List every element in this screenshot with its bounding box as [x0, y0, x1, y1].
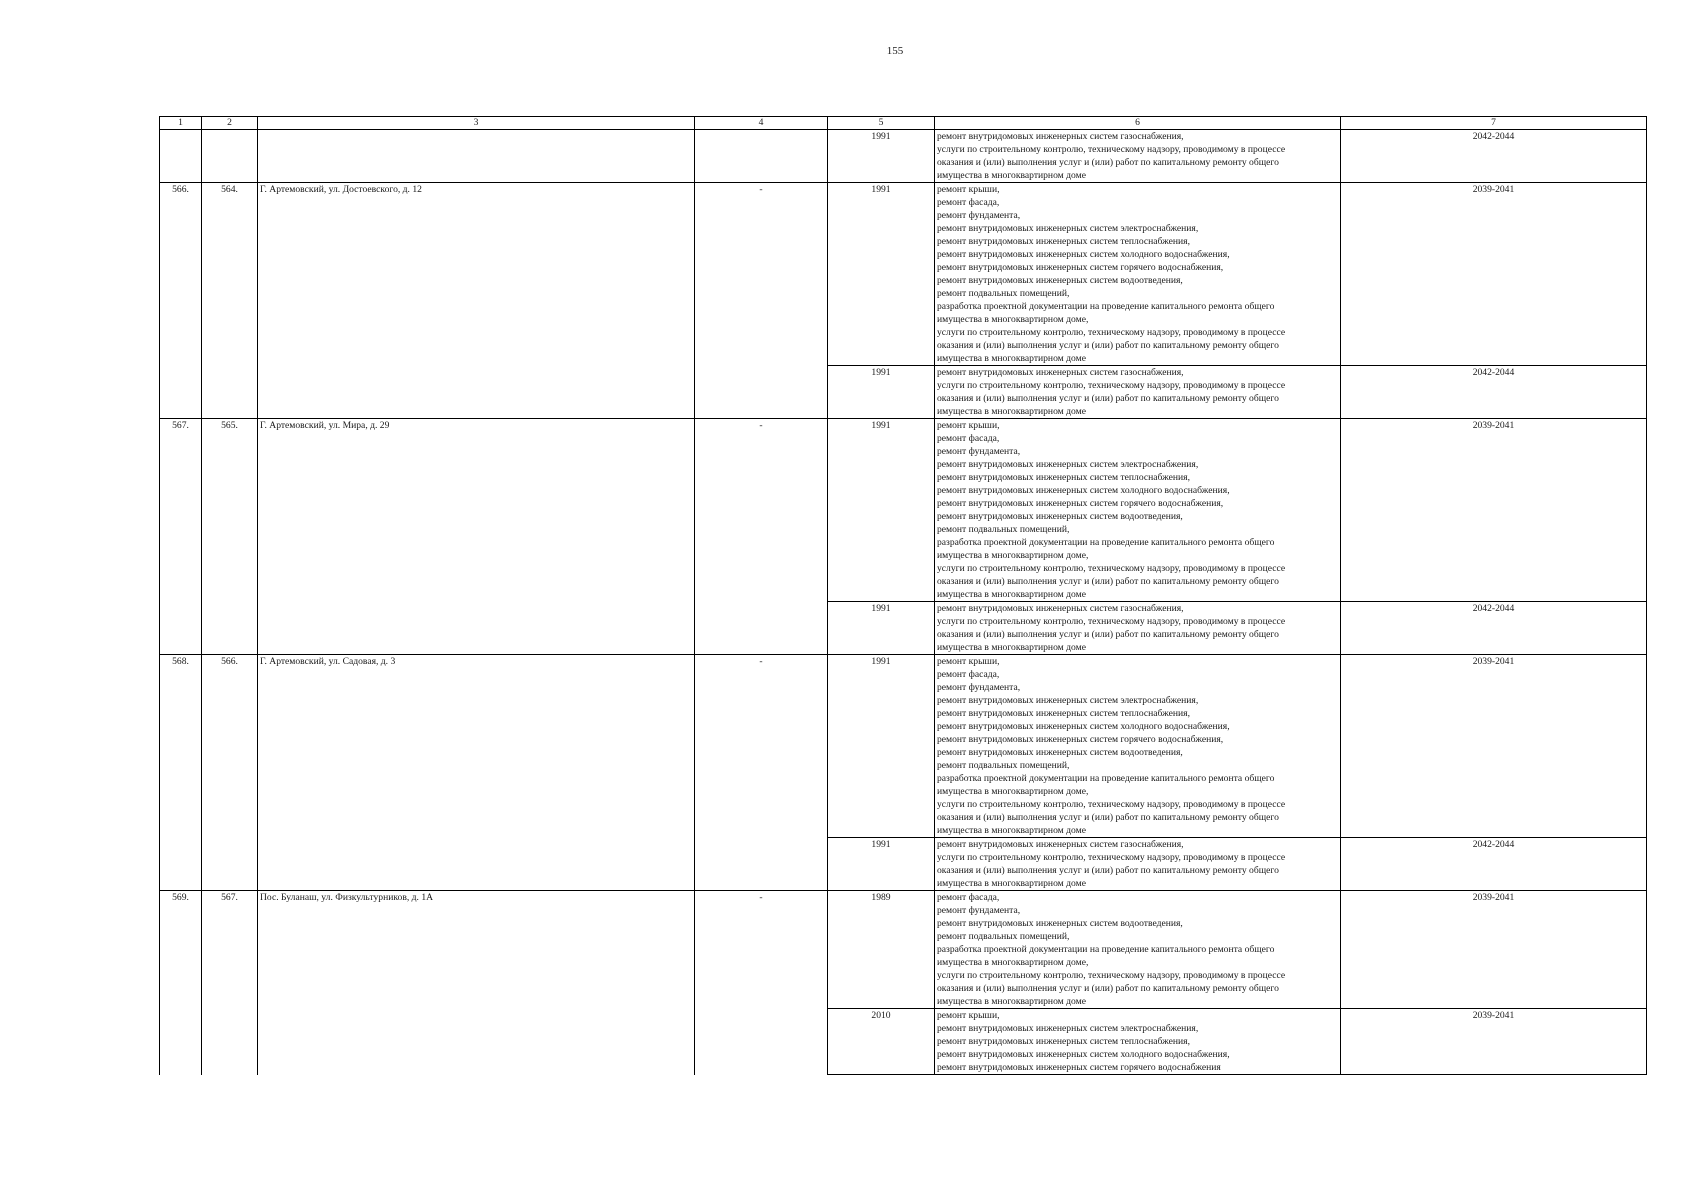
work-item: разработка проектной документации на проведение капитального ремонта общего [937, 537, 1275, 548]
work-item: ремонт внутридомовых инженерных систем теплоснабжения, [937, 236, 1190, 247]
row-number [160, 130, 202, 183]
planned-period: 2039-2041 [1341, 655, 1647, 838]
work-item: ремонт фасада, [937, 433, 1000, 444]
work-item: имущества в многоквартирном доме, [937, 957, 1089, 968]
capital-repair-table [159, 116, 1647, 1075]
house-address: Пос. Буланаш, ул. Физкультурников, д. 1А [258, 891, 695, 1075]
work-item: ремонт внутридомовых инженерных систем водоотведения, [937, 747, 1183, 758]
work-item: оказания и (или) выполнения услуг и (или) работ по капитальному ремонту общего [937, 865, 1279, 876]
work-item: разработка проектной документации на проведение капитального ремонта общего [937, 301, 1275, 312]
work-item: ремонт внутридомовых инженерных систем электроснабжения, [937, 1023, 1199, 1034]
work-list [935, 130, 1341, 183]
work-item: ремонт подвальных помещений, [937, 931, 1070, 942]
construction-year: 1991 [828, 366, 935, 419]
work-item: ремонт фасада, [937, 197, 1000, 208]
construction-year: 1991 [828, 419, 935, 602]
work-item: имущества в многоквартирном доме, [937, 550, 1089, 561]
work-item: ремонт внутридомовых инженерных систем электроснабжения, [937, 695, 1199, 706]
construction-year: 1991 [828, 130, 935, 183]
work-item: ремонт подвальных помещений, [937, 288, 1070, 299]
work-item: ремонт фундамента, [937, 210, 1021, 221]
column-4-value: - [695, 183, 828, 419]
work-item: ремонт фундамента, [937, 446, 1021, 457]
work-item: ремонт крыши, [937, 420, 1000, 431]
house-row [160, 419, 1647, 602]
column-4-value [695, 130, 828, 183]
work-item: ремонт крыши, [937, 184, 1000, 195]
work-item: имущества в многоквартирном доме [937, 170, 1086, 181]
work-list [935, 838, 1341, 891]
column-4-value: - [695, 655, 828, 891]
work-item: оказания и (или) выполнения услуг и (или) работ по капитальному ремонту общего [937, 812, 1279, 823]
work-item: имущества в многоквартирном доме [937, 642, 1086, 653]
work-item: ремонт внутридомовых инженерных систем водоотведения, [937, 511, 1183, 522]
work-item: ремонт фундамента, [937, 682, 1021, 693]
work-list [935, 655, 1341, 838]
work-item: услуги по строительному контролю, техническому надзору, проводимому в процессе [937, 144, 1286, 155]
column-number: 1 [160, 117, 202, 130]
work-item: ремонт внутридомовых инженерных систем водоотведения, [937, 275, 1183, 286]
planned-period: 2042-2044 [1341, 130, 1647, 183]
registry-number: 567. [202, 891, 258, 1075]
column-number: 7 [1341, 117, 1647, 130]
work-list [935, 602, 1341, 655]
work-item: услуги по строительному контролю, техническому надзору, проводимому в процессе [937, 799, 1286, 810]
row-number: 568. [160, 655, 202, 891]
work-item: ремонт внутридомовых инженерных систем холодного водоснабжения, [937, 485, 1230, 496]
work-item: ремонт внутридомовых инженерных систем горячего водоснабжения, [937, 734, 1224, 745]
work-item: ремонт внутридомовых инженерных систем горячего водоснабжения [937, 1062, 1221, 1073]
work-item: оказания и (или) выполнения услуг и (или) работ по капитальному ремонту общего [937, 983, 1279, 994]
registry-number: 565. [202, 419, 258, 655]
work-item: ремонт внутридомовых инженерных систем водоотведения, [937, 918, 1183, 929]
house-address [258, 130, 695, 183]
work-item: услуги по строительному контролю, техническому надзору, проводимому в процессе [937, 380, 1286, 391]
work-item: ремонт внутридомовых инженерных систем горячего водоснабжения, [937, 498, 1224, 509]
house-address: Г. Артемовский, ул. Мира, д. 29 [258, 419, 695, 655]
work-item: имущества в многоквартирном доме [937, 589, 1086, 600]
registry-number [202, 130, 258, 183]
construction-year: 2010 [828, 1009, 935, 1075]
row-number: 566. [160, 183, 202, 419]
work-item: ремонт внутридомовых инженерных систем холодного водоснабжения, [937, 1049, 1230, 1060]
work-item: разработка проектной документации на проведение капитального ремонта общего [937, 944, 1275, 955]
construction-year: 1989 [828, 891, 935, 1009]
column-number-row [160, 117, 1647, 130]
work-item: ремонт внутридомовых инженерных систем теплоснабжения, [937, 708, 1190, 719]
planned-period: 2042-2044 [1341, 838, 1647, 891]
row-number: 567. [160, 419, 202, 655]
work-item: услуги по строительному контролю, техническому надзору, проводимому в процессе [937, 970, 1286, 981]
registry-number: 566. [202, 655, 258, 891]
work-list [935, 419, 1341, 602]
column-number: 5 [828, 117, 935, 130]
work-item: ремонт подвальных помещений, [937, 524, 1070, 535]
column-4-value: - [695, 891, 828, 1075]
work-list [935, 891, 1341, 1009]
work-item: оказания и (или) выполнения услуг и (или) работ по капитальному ремонту общего [937, 157, 1279, 168]
work-item: ремонт внутридомовых инженерных систем газоснабжения, [937, 603, 1184, 614]
work-item: услуги по строительному контролю, техническому надзору, проводимому в процессе [937, 563, 1286, 574]
work-item: имущества в многоквартирном доме [937, 825, 1086, 836]
work-item: ремонт фасада, [937, 892, 1000, 903]
work-item: ремонт внутридомовых инженерных систем холодного водоснабжения, [937, 249, 1230, 260]
work-item: ремонт фасада, [937, 669, 1000, 680]
work-item: ремонт внутридомовых инженерных систем электроснабжения, [937, 459, 1199, 470]
house-row [160, 655, 1647, 838]
construction-year: 1991 [828, 838, 935, 891]
work-item: ремонт внутридомовых инженерных систем теплоснабжения, [937, 472, 1190, 483]
work-list [935, 366, 1341, 419]
work-item: ремонт фундамента, [937, 905, 1021, 916]
work-item: услуги по строительному контролю, техническому надзору, проводимому в процессе [937, 852, 1286, 863]
work-item: ремонт внутридомовых инженерных систем теплоснабжения, [937, 1036, 1190, 1047]
planned-period: 2042-2044 [1341, 602, 1647, 655]
planned-period: 2039-2041 [1341, 419, 1647, 602]
work-item: имущества в многоквартирном доме [937, 353, 1086, 364]
column-number: 6 [935, 117, 1341, 130]
column-number: 2 [202, 117, 258, 130]
work-item: ремонт внутридомовых инженерных систем горячего водоснабжения, [937, 262, 1224, 273]
work-item: оказания и (или) выполнения услуг и (или) работ по капитальному ремонту общего [937, 629, 1279, 640]
registry-number: 564. [202, 183, 258, 419]
page-number: 155 [886, 45, 904, 57]
work-item: имущества в многоквартирном доме, [937, 786, 1089, 797]
column-number: 3 [258, 117, 695, 130]
house-row [160, 183, 1647, 366]
work-item: ремонт крыши, [937, 656, 1000, 667]
planned-period: 2042-2044 [1341, 366, 1647, 419]
work-item: имущества в многоквартирном доме [937, 406, 1086, 417]
construction-year: 1991 [828, 602, 935, 655]
house-row [160, 130, 1647, 183]
work-list [935, 183, 1341, 366]
work-item: оказания и (или) выполнения услуг и (или) работ по капитальному ремонту общего [937, 393, 1279, 404]
work-item: ремонт внутридомовых инженерных систем газоснабжения, [937, 131, 1184, 142]
house-address: Г. Артемовский, ул. Достоевского, д. 12 [258, 183, 695, 419]
row-number: 569. [160, 891, 202, 1075]
work-item: имущества в многоквартирном доме [937, 878, 1086, 889]
work-item: ремонт внутридомовых инженерных систем холодного водоснабжения, [937, 721, 1230, 732]
work-item: ремонт внутридомовых инженерных систем электроснабжения, [937, 223, 1199, 234]
work-item: оказания и (или) выполнения услуг и (или) работ по капитальному ремонту общего [937, 340, 1279, 351]
work-item: услуги по строительному контролю, техническому надзору, проводимому в процессе [937, 616, 1286, 627]
planned-period: 2039-2041 [1341, 1009, 1647, 1075]
work-list [935, 1009, 1341, 1075]
planned-period: 2039-2041 [1341, 891, 1647, 1009]
work-item: услуги по строительному контролю, техническому надзору, проводимому в процессе [937, 327, 1286, 338]
work-item: имущества в многоквартирном доме [937, 996, 1086, 1007]
work-item: ремонт внутридомовых инженерных систем газоснабжения, [937, 367, 1184, 378]
work-item: ремонт подвальных помещений, [937, 760, 1070, 771]
table-body [160, 117, 1647, 1075]
construction-year: 1991 [828, 183, 935, 366]
house-address: Г. Артемовский, ул. Садовая, д. 3 [258, 655, 695, 891]
work-item: ремонт крыши, [937, 1010, 1000, 1021]
planned-period: 2039-2041 [1341, 183, 1647, 366]
work-item: ремонт внутридомовых инженерных систем газоснабжения, [937, 839, 1184, 850]
construction-year: 1991 [828, 655, 935, 838]
work-item: оказания и (или) выполнения услуг и (или) работ по капитальному ремонту общего [937, 576, 1279, 587]
work-item: разработка проектной документации на проведение капитального ремонта общего [937, 773, 1275, 784]
house-row [160, 891, 1647, 1009]
column-4-value: - [695, 419, 828, 655]
column-number: 4 [695, 117, 828, 130]
work-item: имущества в многоквартирном доме, [937, 314, 1089, 325]
